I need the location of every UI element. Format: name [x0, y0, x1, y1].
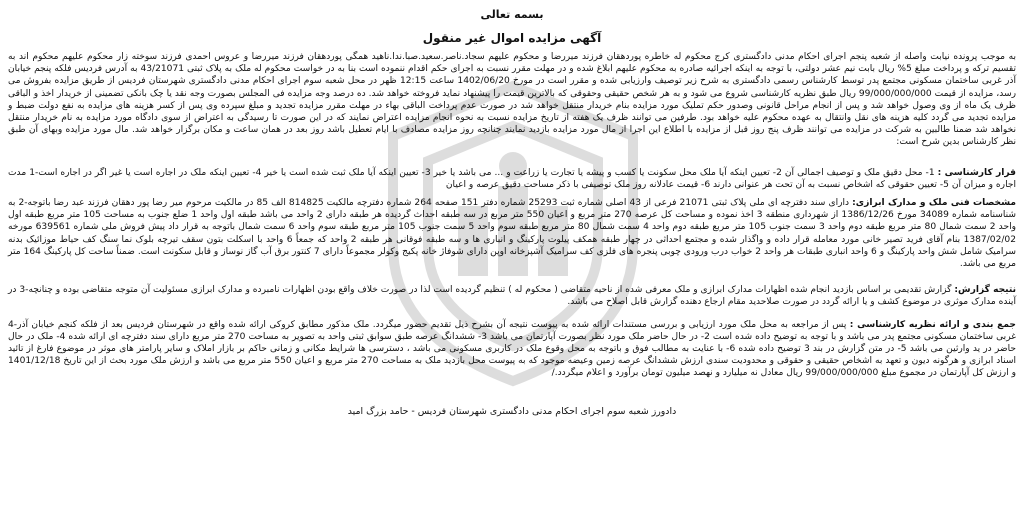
notice-title: آگهی مزایده اموال غیر منقول: [422, 31, 602, 45]
expert-order-text: 1- محل دقیق ملک و توصیف اجمالی آن 2- تعیین اینکه آیا ملک محل سکونت یا کسب و پیشه یا تجارت یا زراعت و ... می باشد یا خیر 3- تعیین اینکه آیا ملک ثبت شده است یا خیر 4- تعیین اینکه ملک در اجاره است یا غیر اگر در اجاره است-1 مدت اجاره و میزان آن 5- تعیین حقوقی که اشخاص نسبت به آن تحت هر عنوانی دارند 6- قیمت عادلانه روز ملک توصیفی با ذکر مساحت دقیق عرصه و اعیان: [8, 167, 1016, 190]
technical-specs-text: دارای سند دفترچه ای ملی پلاک ثبتی 21071 فرعی از 43 اصلی شماره ثبت 25293 شماره دفتر 151 صفحه 264 شماره دفترچه مالکیت 814825 الف 85 در مالکیت مرحوم میر رضا پور دهقان فرزند عبد رضا باتوجه-2 به شناسنامه شماره 34089 مورخ 1386/12/26 از شهرداری منطقه 3 اخذ نموده و مساحت کل عرصه 270 متر مربع و اعیان 550 متر مربع در سه طبقه احداث گردیده هر طبقه دارای 2 واحد می باشد طبقه اول واحد 1 ضلع جنوب به مساحت 105 متر مربع طبقه اول واحد 2 سمت شمال 80 متر مربع طبقه دوم واحد 3 سمت جنوب 105 متر مربع طبقه دوم واحد 4 سمت شمال 80 متر مربع طبقه سوم واحد 5 سمت جنوب 105 متر مربع طبقه سوم واحد 6 سمت شمال باتوجه به قرار داد پیش فروش ملی شماره 639561 مورخه 1387/02/02 بنام آقای فرید تصیر خانی مورد معامله قرار داده و واگذار شده و مجتمع احداثی در چهار طبقه همکف پیلوت پارکینگ و انباری ها و سه طبقه فوقانی هر طبقه 2 واحد که جمعاً 6 واحد با اسکلت بتون سقف تیرچه بلوک نما سنگ کف حیاط موزائیک بدنه سرامیک شامل شش واحد پارکینگ و 6 واحد انباری طبقات هر واحد 2 خواب درب ورودی چوبی پنجره های فلزی کف سرامیک آشپزخانه اوپن دارای شوفاژ خانه پکیج وکولر مجموعاً دارای 7 کنتور برق آب گاز نوساز و قابل سکونت است. ضمناً ساحت کل پارکینگ 164 متر مربع می باشد.: [8, 198, 1016, 270]
report-result-text: گزارش تقدیمی بر اساس بازدید انجام شده اظهارات مدارک ابرازی و ملک معرفی شده از ناحیه متقاضی ( محکوم له ) تنظیم گردیده است لذا در صورت خلاف واقع بودن اظهارات نامبرده و مدارک ابرازی مسئولیت آن متوجه متقاضی بوده و چنانچه-3 در آینده مدارک موثری در موضوع کشف و یا ارائه گردد در صورت صلاحدید مقام ارجاع دهنده گزارش قابل اصلاح می باشد.: [8, 285, 1016, 308]
expert-order-heading: قرار کارشناسی :: [937, 167, 1016, 178]
conclusion-heading: جمع بندی و ارائه نظریه کارشناسی :: [849, 319, 1016, 330]
technical-specs-paragraph: [8, 197, 1016, 270]
report-result-paragraph: [8, 284, 1016, 308]
notice-document: [8, 4, 1016, 518]
conclusion-paragraph: [8, 319, 1016, 380]
signature-line: دادورز شعبه سوم اجرای احکام مدنی دادگستری شهرستان فردیس - حامد بزرگ امید: [347, 405, 677, 417]
conclusion-text: پس از مراجعه به محل ملک مورد ارزیابی و بررسی مستندات ارائه شده به پیوست نتیجه آن بشرح ذیل تقدیم حضور میگردد. ملک مذکور مطابق کروکی ارائه شده واقع در شهرستان فردیس بعد از فلکه کنجم خیابان آذر-4 غربی ساختمان مسکونی مجتمع پدر می باشد و با توجه به توضیح داده شده است 2- در حال حاضر ملک مورد نظر بصورت آپارتمان می باشد 3- ششدانگ عرصه طبق سوابق ثبتی واحد به تصویر به مساحت 270 متر مربع دارای سند دفترچه ای ارائه شده 4- ملک در حال حاضر در ید وارثین می باشد 5- در متن گزارش در بند 3 توضیح داده شده 6- با عنایت به مطالب فوق و باتوجه به محل وقوع ملک در کاربری مسکونی می باشد ، دسترسی ها شرایط مکانی و زمانی حاکم بر بازار املاک و سایر پارامتر های موثر در موضوع فارغ از تائید اسناد ابرازی و هرگونه دیون و تعهد به اشخاص حقیقی و حقوقی و محدودیت سندی ارزش ششدانگ عرصه زمین وعیضه موجود که به پیوست محل بازدید ملک به مساحت 270 متر مربع و اعیان 550 متر مربع می باشد و ارزش ملک مورد بحث از این تاریخ 1401/12/18 و ارزش کل آپارتمان در مجموع مبلغ 99/000/000/000 ریال معادل نه میلیارد و نهصد میلیون تومان برآورد و اعلام میگردد./: [8, 319, 1016, 379]
intro-paragraph: به موجب پرونده نیابت واصله از شعبه پنجم اجرای احکام مدنی دادگستری کرج محکوم له خاطره پوردهقان فرزند میررضا و محکوم علیهم سجاد.ناصر.سعید.صبا.ندا.ناهید همگی پوردهقان فرزند میررضا و عروس احمدی فرزند سوخته زار محکوم علیهم محکوم اند به تقسیم ترکه و پرداخت مبلغ 5% ریال بابت نیم عشر دولتی، با توجه به اینکه اجرائیه صادره به محکوم علیهم ابلاغ شده و در مهلت مقرر نسبت به اجرای حکم اقدام ننموده است بنا به در خواست محکوم له ملک به پلاک ثبتی 43/21071 به آدرس فردیس فلکه پنجم خیابان آذر غربی ساختمان مسکونی مجتمع پدر توسط کارشناس رسمی دادگستری به شرح زیر توصیف وارزیابی شده و مقرر است در مورخ 1402/06/20 ساعت 12:15 ظهر در محل شعبه سوم اجرای احکام مدنی دادگستری شهرستان فردیس از طریق مزایده بفروش می رسد، مزایده از قیمت 99/000/000/000 ریال طبق نظریه کارشناسی شروع می شود و به هر شخص حقیقی وحقوقی که بالاترین قیمت را پیشنهاد نماید فروخته خواهد شد. ده درصد وجه مزایده فی المجلس بصورت وجه نقد یا چک بانکی تضمینی از خریدار اخذ و الباقی ظرف یک ماه از وی وصول خواهد شد و پس از انجام مراحل قانونی وصدور حکم تملیک مورد مزایده بنام خریدار منتقل خواهد شد در صورت عدم پرداخت الباقی بهاء در مهلت مقرر مزایده تجدید و مبلغ سپرده وی پس از کسر هزینه های مزایده به نفع دولت ضبط و مزایده تجدید می گردد کلیه هزینه های نقل وانتقال به عهده محکوم علیه خواهد بود. طرفین می توانند ظرف یک هفته از تاریخ مزایده نسبت به نحوه انجام مزایده اعتراض نمایند که در این صورت تا رسیدگی به اعتراض از سوی دادگاه مورد مزایده به نام خریدار منتقل نخواهد شد ضمنا طالبین به شرکت در مزایده می توانند ظرف پنج روز قبل از مزایده با اطلاع این اجرا از مال مورد مزایده بازدید نمایند چنانچه روز مزایده مصادف با ایام تعطیل باشد روز بعد در همان ساعت و مکان برگزار خواهد شد. مال مورد مزایده وبهای آن طبق نظر کارشناس بدین شرح است:: [8, 52, 1017, 148]
technical-specs-heading: مشخصات فنی ملک و مدارک ابرازی:: [852, 198, 1016, 209]
basmala-heading: بسمه تعالی: [480, 8, 544, 21]
report-result-heading: نتیجه گزارش:: [954, 285, 1016, 296]
expert-order-paragraph: [8, 167, 1016, 191]
